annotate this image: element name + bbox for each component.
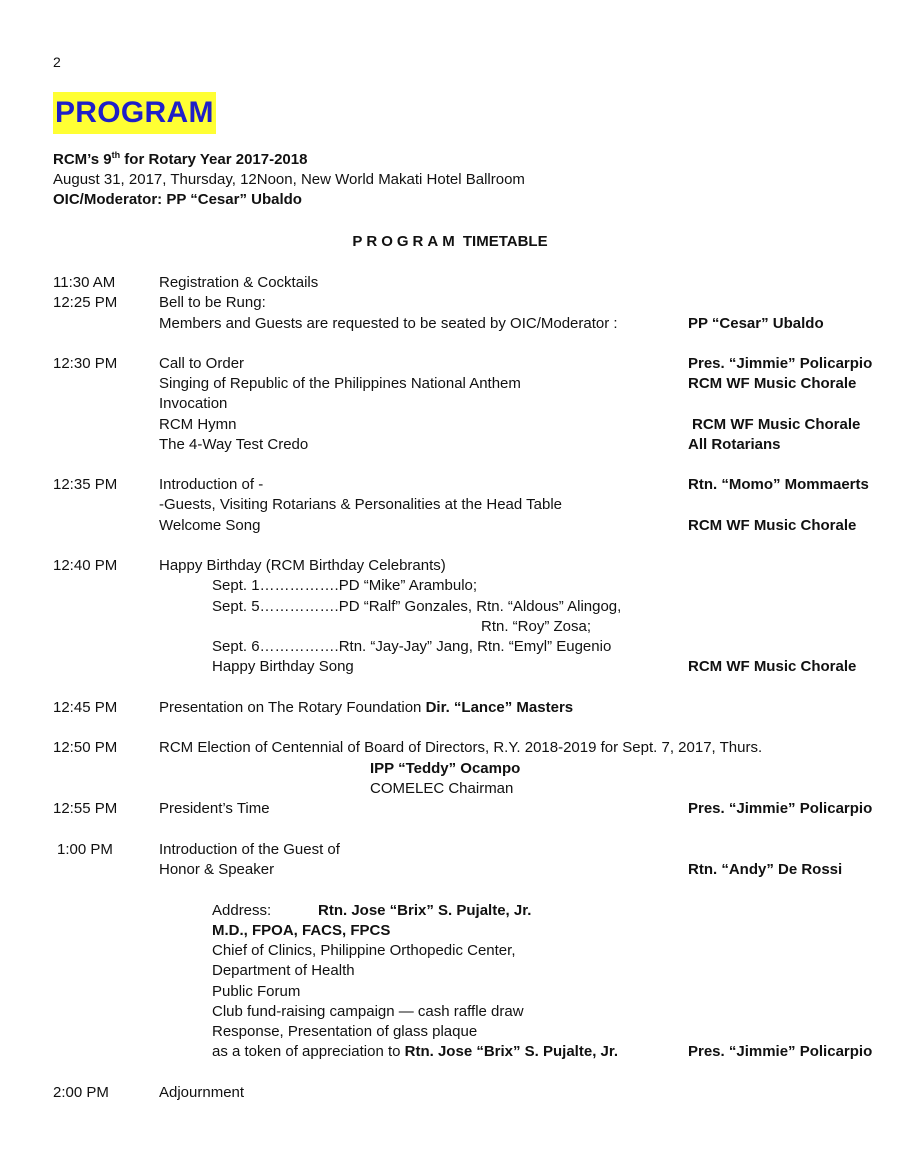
responsible-person: IPP “Teddy” Ocampo — [370, 760, 521, 777]
time-label: 12:25 PM — [53, 294, 118, 311]
time-label: 12:40 PM — [53, 557, 118, 574]
program-item: Introduction of the Guest of — [159, 841, 340, 858]
birthday-celebrant: Rtn. “Roy” Zosa; — [481, 618, 592, 635]
speaker-position: Chief of Clinics, Philippine Orthopedic Center, — [212, 942, 516, 959]
program-item: -Guests, Visiting Rotarians & Personalities at the Head Table — [159, 496, 562, 513]
birthday-celebrant: Sept. 1…………….PD “Mike” Arambulo; — [212, 577, 478, 594]
program-item: Registration & Cocktails — [159, 274, 319, 291]
time-label: 1:00 PM — [57, 841, 113, 858]
event-title: RCM’s 9th for Rotary Year 2017-2018 — [53, 150, 308, 168]
time-label: 12:55 PM — [53, 800, 118, 817]
responsible-person: PP “Cesar” Ubaldo — [688, 315, 824, 332]
speaker-department: Department of Health — [212, 962, 355, 979]
time-label: 12:50 PM — [53, 739, 118, 756]
program-item: RCM Election of Centennial of Board of Directors, R.Y. 2018-2019 for Sept. 7, 2017, Thurs. — [159, 739, 763, 756]
program-item: Adjournment — [159, 1084, 245, 1101]
birthday-celebrant: Sept. 5…………….PD “Ralf” Gonzales, Rtn. “Aldous” Alingog, — [212, 598, 622, 615]
program-item: Honor & Speaker — [159, 861, 275, 878]
program-item: Invocation — [159, 395, 228, 412]
time-label: 2:00 PM — [53, 1084, 109, 1101]
address-label: Address: — [212, 902, 272, 919]
page-number: 2 — [53, 54, 61, 70]
program-item: Presentation on The Rotary Foundation Dir. “Lance” Masters — [159, 699, 574, 716]
time-label: 12:45 PM — [53, 699, 118, 716]
program-item: Introduction of - — [159, 476, 264, 493]
responsible-person: Pres. “Jimmie” Policarpio — [688, 1043, 873, 1060]
event-header — [53, 150, 525, 210]
program-item: Public Forum — [212, 983, 301, 1000]
responsible-person: RCM WF Music Chorale — [688, 658, 857, 675]
event-moderator: OIC/Moderator: PP “Cesar” Ubaldo — [53, 191, 302, 208]
program-item: Call to Order — [159, 355, 245, 372]
responsible-person: Dir. “Lance” Masters — [425, 699, 574, 716]
responsible-person: Pres. “Jimmie” Policarpio — [688, 355, 873, 372]
responsible-person: All Rotarians — [688, 436, 781, 453]
program-banner: PROGRAM — [53, 92, 216, 134]
birthday-celebrant: Sept. 6…………….Rtn. “Jay-Jay” Jang, Rtn. “Emyl” Eugenio — [212, 638, 612, 655]
program-item: The 4-Way Test Credo — [159, 436, 309, 453]
program-item: Happy Birthday (RCM Birthday Celebrants) — [159, 557, 446, 574]
responsible-person: RCM WF Music Chorale — [688, 517, 857, 534]
responsible-person: RCM WF Music Chorale — [688, 375, 857, 392]
time-label: 12:35 PM — [53, 476, 118, 493]
speaker-credentials: M.D., FPOA, FACS, FPCS — [212, 922, 391, 939]
responsible-person: Pres. “Jimmie” Policarpio — [688, 800, 873, 817]
timetable-title: PROGRAM TIMETABLE — [352, 233, 548, 250]
event-date-venue: August 31, 2017, Thursday, 12Noon, New World Makati Hotel Ballroom — [53, 171, 525, 188]
speaker-name: Rtn. Jose “Brix” S. Pujalte, Jr. — [318, 902, 532, 919]
responsible-person: Rtn. “Andy” De Rossi — [688, 861, 843, 878]
program-item: President’s Time — [159, 800, 270, 817]
time-label: 12:30 PM — [53, 355, 118, 372]
program-item: as a token of appreciation to Rtn. Jose “Brix” S. Pujalte, Jr. — [212, 1043, 619, 1060]
program-item: Happy Birthday Song — [212, 658, 354, 675]
program-item: Bell to be Rung: — [159, 294, 266, 311]
program-item: RCM Hymn — [159, 416, 237, 433]
responsible-person: RCM WF Music Chorale — [692, 416, 861, 433]
program-item: Singing of Republic of the Philippines National Anthem — [159, 375, 521, 392]
program-item: Members and Guests are requested to be seated by OIC/Moderator : — [159, 315, 618, 332]
responsible-person: Rtn. “Momo” Mommaerts — [688, 476, 869, 493]
program-item: Welcome Song — [159, 517, 261, 534]
role-label: COMELEC Chairman — [370, 780, 514, 797]
program-item: Response, Presentation of glass plaque — [212, 1023, 478, 1040]
time-label: 11:30 AM — [53, 274, 116, 291]
program-item: Club fund-raising campaign — cash raffle draw — [212, 1003, 524, 1020]
